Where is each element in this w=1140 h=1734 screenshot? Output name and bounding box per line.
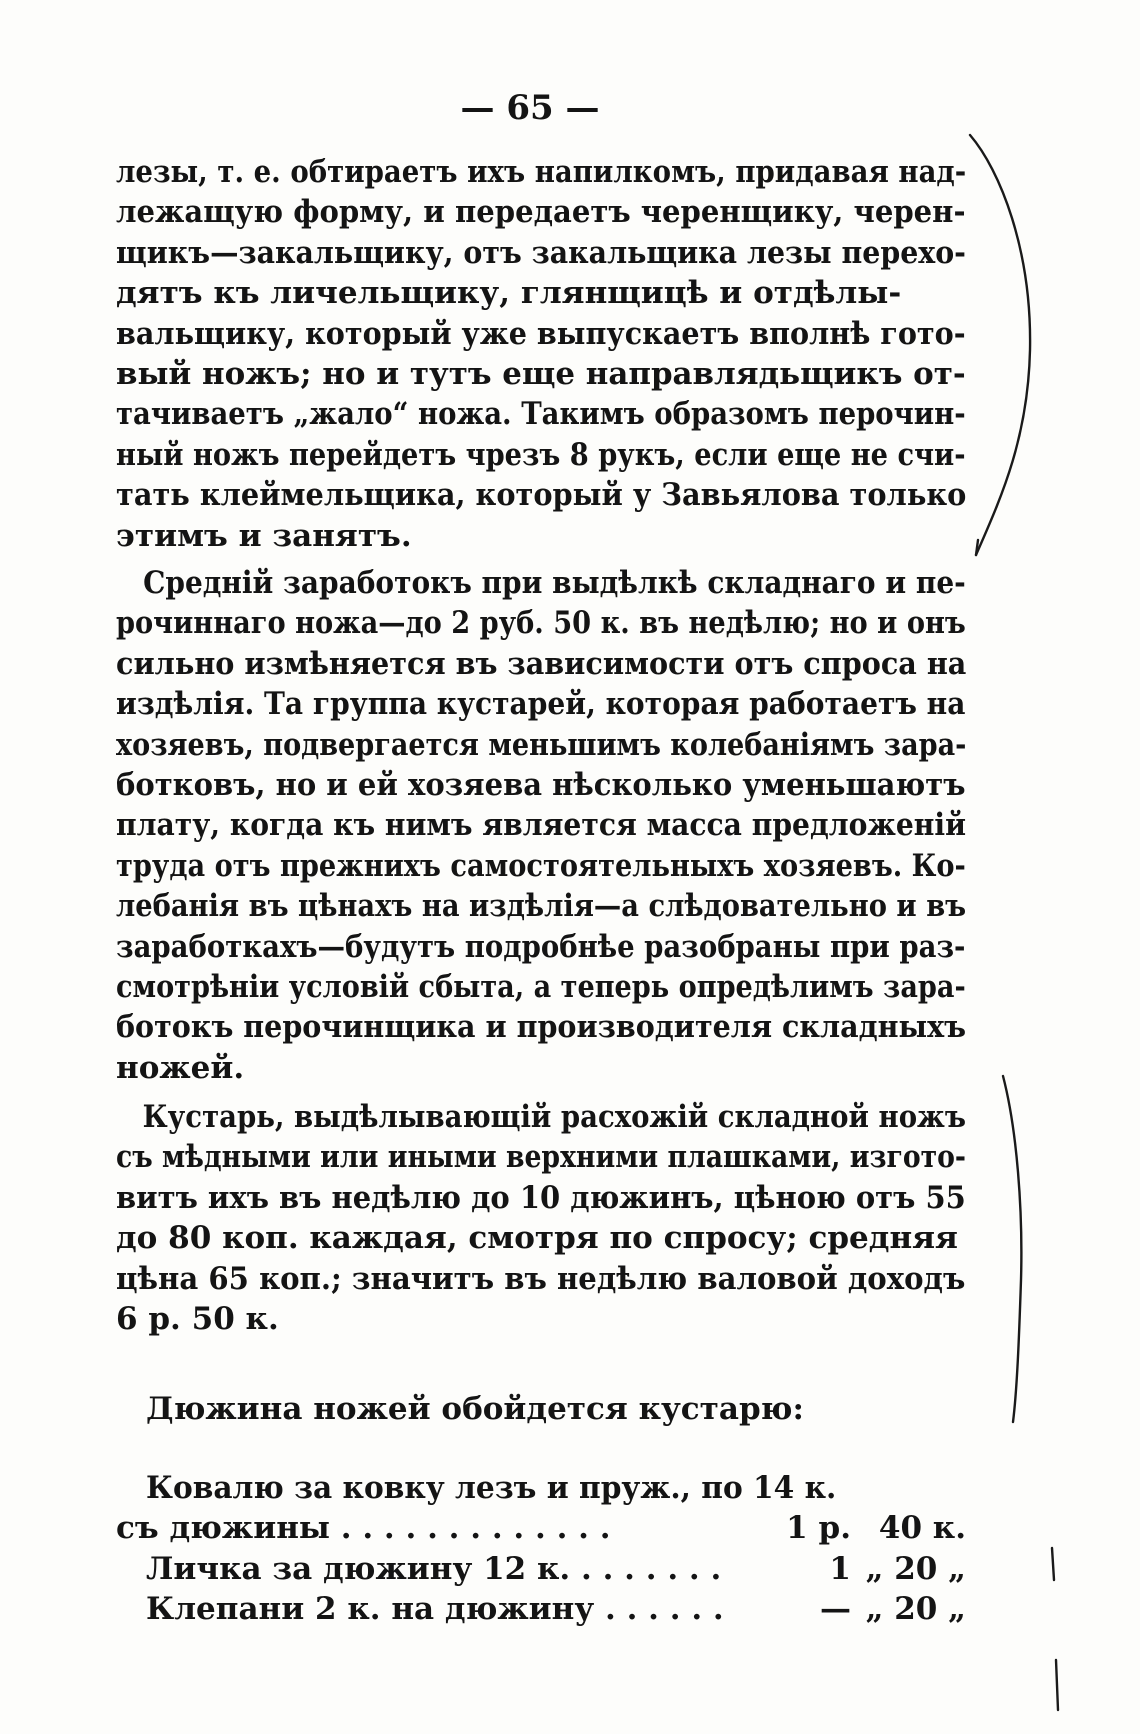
text-line: тать клеймельщика, который у Завьялова только	[116, 477, 967, 514]
text-line: дятъ къ личельщику, глянщицѣ и отдѣлы-	[116, 275, 902, 312]
margin-bracket-top-stroke	[970, 135, 1030, 555]
cost-row	[116, 1470, 966, 1510]
text-line: издѣлія. Та группа кустарей, которая работаетъ на	[116, 686, 966, 723]
text-line: ботковъ, но и ей хозяева нѣсколько уменьшаютъ	[116, 767, 966, 804]
cost-table	[116, 1470, 966, 1632]
cost-row	[116, 1591, 966, 1631]
text-line: хозяевъ, подвергается меньшимъ колебаніямъ зара-	[116, 726, 967, 763]
margin-mark-lower-stroke	[1052, 1548, 1058, 1710]
text-line: ный ножъ перейдетъ чрезъ 8 рукъ, если еще не счи-	[116, 436, 966, 473]
text-line: до 80 коп. каждая, смотря по спросу; средняя	[116, 1220, 958, 1257]
paragraph-2	[116, 563, 966, 1088]
cost-rubles: 1	[829, 1550, 851, 1587]
margin-bracket-bottom-stroke	[1003, 1076, 1021, 1422]
paragraph-1	[116, 152, 966, 556]
text-line: ножей.	[116, 1049, 245, 1086]
margin-bracket-bottom	[995, 1070, 1055, 1430]
text-line: лезы, т. е. обтираетъ ихъ напилкомъ, придавая над-	[116, 154, 967, 190]
text-line: Кустарь, выдѣлывающiй расхожiй складной ножъ	[142, 1099, 966, 1135]
margin-bracket-top	[960, 130, 1050, 570]
text-line: плату, когда къ нимъ является масса предложенiй	[116, 807, 967, 844]
cost-label: съ дюжины . . . . . . . . . . . . .	[116, 1510, 611, 1547]
margin-mark-lower	[1040, 1540, 1070, 1720]
text-line: этимъ и занятъ.	[116, 517, 412, 554]
text-line: смотрѣніи условiй сбыта, а теперь опредѣлимъ зара-	[116, 969, 966, 1006]
cost-intro-text: Дюжина ножей обойдется кустарю:	[146, 1391, 804, 1427]
text-line: вый ножъ; но и тутъ еще направлядьщикъ от-	[116, 356, 966, 393]
text-line: сильно измѣняется въ зависимости отъ спроса на	[116, 645, 967, 682]
cost-row	[116, 1551, 966, 1591]
cost-label: Ковалю за ковку лезъ и пруж., по 14 к.	[146, 1470, 837, 1506]
cost-rubles: —	[820, 1591, 851, 1628]
cost-kopecks: 40 к.	[878, 1510, 966, 1547]
text-line: труда отъ прежнихъ самостоятельныхъ хозяевъ. Ко-	[116, 847, 966, 884]
cost-rubles: 1 р.	[786, 1510, 851, 1547]
text-line: витъ ихъ въ недѣлю до 10 дюжинъ, цѣною отъ 55	[116, 1179, 966, 1216]
text-line: ботокъ перочинщика и производителя складныхъ	[116, 1009, 967, 1046]
text-line: 6 р. 50 к.	[116, 1301, 279, 1338]
cost-label: Личка за дюжину 12 к. . . . . . . .	[146, 1550, 722, 1587]
text-line: Среднiй заработокъ при выдѣлкѣ складнаго и пе-	[143, 565, 966, 601]
cost-label: Клепани 2 к. на дюжину . . . . . .	[146, 1591, 724, 1628]
text-line: лебанія въ цѣнахъ на издѣлія—а слѣдовательно и въ	[116, 888, 967, 925]
paragraph-3	[116, 1097, 966, 1339]
text-line: съ мѣдными или иными верхними плашками, изгото-	[116, 1139, 967, 1176]
cost-kopecks: „ 20 „	[865, 1591, 966, 1628]
cost-row	[116, 1510, 966, 1550]
text-line: заработкахъ—будутъ подробнѣе разобраны при раз-	[116, 928, 966, 965]
text-line: рочиннаго ножа—до 2 руб. 50 к. въ недѣлю; но и онъ	[116, 605, 966, 642]
text-line: вальщику, который уже выпускаетъ вполнѣ гото-	[116, 315, 966, 352]
text-line: тачиваетъ „жало“ ножа. Такимъ образомъ перочин-	[116, 396, 966, 433]
text-line: щикъ—закальщику, отъ закальщика лезы перехо-	[116, 234, 966, 271]
cost-intro	[116, 1389, 966, 1429]
page-number: — 65 —	[460, 88, 600, 128]
text-line: цѣна 65 коп.; значитъ въ недѣлю валовой доходъ	[116, 1260, 966, 1297]
cost-kopecks: „ 20 „	[865, 1550, 966, 1587]
text-line: лежащую форму, и передаетъ черенщику, черен-	[116, 194, 966, 231]
